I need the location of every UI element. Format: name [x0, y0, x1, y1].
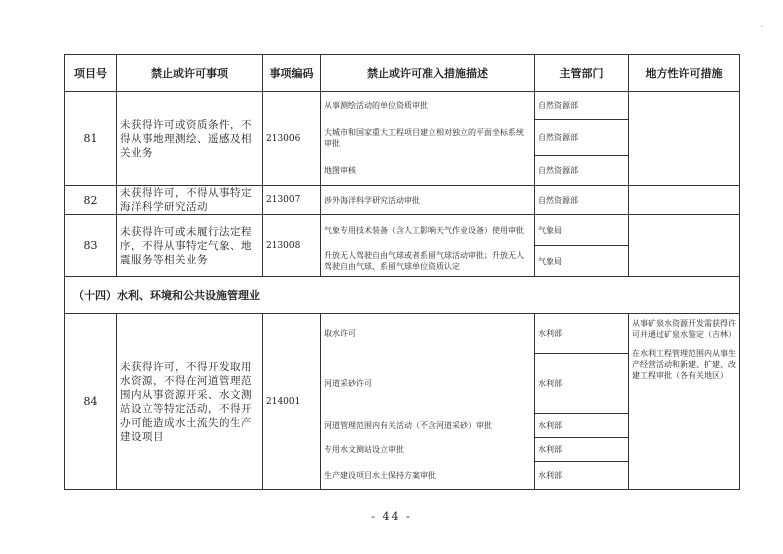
header-no: 项目号 [65, 55, 117, 92]
item-text: 未获得许可，不得从事特定海洋科学研究活动 [117, 186, 263, 215]
measure-desc: 河道采砂许可 [321, 354, 535, 414]
table-row [65, 215, 740, 246]
measure-desc: 气象专用技术装备（含人工影响天气作业设备）使用审批 [321, 215, 535, 246]
table-row [65, 92, 740, 120]
measure-dept: 自然资源部 [535, 92, 629, 120]
page-number: - 44 - [371, 510, 412, 523]
local-measure [629, 186, 740, 215]
header-row [65, 55, 740, 92]
header-desc: 禁止或许可准入措施描述 [321, 55, 535, 92]
section-heading: （十四）水利、环境和公共设施管理业 [65, 277, 740, 314]
measure-dept: 自然资源部 [535, 186, 629, 215]
item-code: 213006 [263, 92, 321, 186]
measure-desc: 涉外海洋科学研究活动审批 [321, 186, 535, 215]
measure-dept: 气象局 [535, 215, 629, 246]
measure-desc: 大城市和国家重大工程项目建立相对独立的平面坐标系统审批 [321, 120, 535, 156]
header-local: 地方性许可措施 [629, 55, 740, 92]
measure-dept: 水利部 [535, 438, 629, 462]
local-measure [629, 215, 740, 277]
measure-dept: 水利部 [535, 354, 629, 414]
header-dept: 主管部门 [535, 55, 629, 92]
measure-dept: 水利部 [535, 314, 629, 354]
table-row [65, 314, 740, 354]
measure-desc: 从事测绘活动的单位资质审批 [321, 92, 535, 120]
local-measures-cell [629, 314, 740, 490]
row-number: 84 [65, 314, 117, 490]
measure-dept: 水利部 [535, 462, 629, 490]
permit-table [64, 54, 740, 490]
measure-dept: 自然资源部 [535, 156, 629, 186]
local-measure [629, 92, 740, 186]
local-measure: 从事矿泉水资源开发需获得许可并通过矿泉水鉴定（吉林） [632, 319, 736, 339]
table-row [65, 186, 740, 215]
header-item: 禁止或许可事项 [117, 55, 263, 92]
item-code: 213008 [263, 215, 321, 277]
item-code: 214001 [263, 314, 321, 490]
corner-mark: · [760, 22, 763, 31]
header-code: 事项编码 [263, 55, 321, 92]
measure-desc: 升放无人驾驶自由气球或者系留气球活动审批；升放无人驾驶自由气球、系留气球单位资质认定 [321, 246, 535, 277]
measure-desc: 专用水文测站设立审批 [321, 438, 535, 462]
measure-dept: 气象局 [535, 246, 629, 277]
row-number: 82 [65, 186, 117, 215]
measure-desc: 生产建设项目水土保持方案审批 [321, 462, 535, 490]
row-number: 83 [65, 215, 117, 277]
section-row [65, 277, 740, 314]
item-text: 未获得许可，不得开发取用水资源，不得在河道管理范围内从事资源开采、水文测站设立等特定活动，不得开办可能造成水土流失的生产建设项目 [117, 314, 263, 490]
row-number: 81 [65, 92, 117, 186]
measure-desc: 河道管理范围内有关活动（不含河道采砂）审批 [321, 414, 535, 438]
measure-desc: 取水许可 [321, 314, 535, 354]
item-text: 未获得许可或未履行法定程序，不得从事特定气象、地震服务等相关业务 [117, 215, 263, 277]
item-text: 未获得许可或资质条件，不得从事地理测绘、遥感及相关业务 [117, 92, 263, 186]
local-measure: 在水利工程管理范围内从事生产经营活动和新建、扩建、改建工程审批（各有关地区） [632, 349, 736, 380]
item-code: 213007 [263, 186, 321, 215]
measure-dept: 自然资源部 [535, 120, 629, 156]
measure-dept: 水利部 [535, 414, 629, 438]
measure-desc: 地图审核 [321, 156, 535, 186]
